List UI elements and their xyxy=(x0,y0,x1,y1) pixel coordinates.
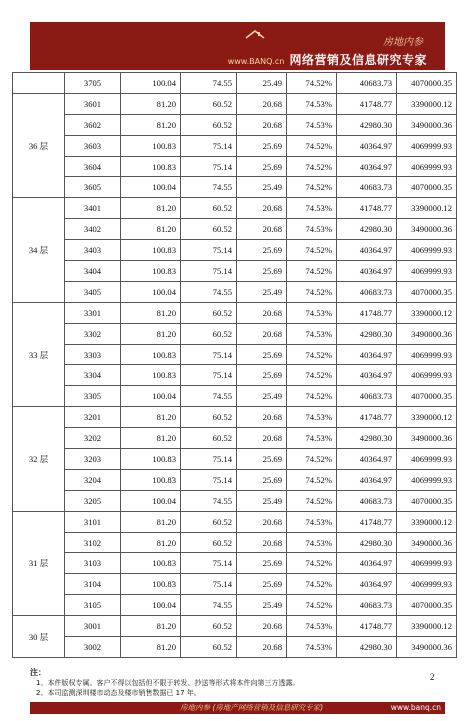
floor-cell: 34 层 xyxy=(13,198,65,302)
price-cell: 42980.30 xyxy=(337,114,397,135)
price-cell: 40364.97 xyxy=(337,574,397,595)
total-cell: 4069999.93 xyxy=(397,344,457,365)
price-cell: 40364.97 xyxy=(337,344,397,365)
share-cell: 20.68 xyxy=(237,302,287,323)
price-cell: 40683.73 xyxy=(337,177,397,198)
share-cell: 25.69 xyxy=(237,240,287,261)
area-cell: 100.83 xyxy=(121,261,181,282)
inner-cell: 60.52 xyxy=(181,407,237,428)
share-cell: 20.68 xyxy=(237,323,287,344)
price-cell: 40364.97 xyxy=(337,240,397,261)
table-row xyxy=(13,114,457,135)
total-cell: 3390000.12 xyxy=(397,616,457,637)
table-row xyxy=(13,261,457,282)
floor-cell: 32 层 xyxy=(13,407,65,511)
ratio-cell: 74.52% xyxy=(287,344,337,365)
ratio-cell: 74.53% xyxy=(287,93,337,114)
table-row xyxy=(13,490,457,511)
total-cell: 4070000.35 xyxy=(397,281,457,302)
price-cell: 40364.97 xyxy=(337,156,397,177)
unit-cell: 3105 xyxy=(65,595,121,616)
inner-cell: 74.55 xyxy=(181,386,237,407)
area-cell: 100.04 xyxy=(121,281,181,302)
ratio-cell: 74.52% xyxy=(287,73,337,94)
table-row xyxy=(13,240,457,261)
price-cell: 41748.77 xyxy=(337,616,397,637)
area-cell: 81.20 xyxy=(121,198,181,219)
ratio-cell: 74.53% xyxy=(287,323,337,344)
total-cell: 4070000.35 xyxy=(397,386,457,407)
share-cell: 25.49 xyxy=(237,490,287,511)
inner-cell: 60.52 xyxy=(181,93,237,114)
unit-cell: 3302 xyxy=(65,323,121,344)
ratio-cell: 74.52% xyxy=(287,281,337,302)
inner-cell: 75.14 xyxy=(181,240,237,261)
total-cell: 4070000.35 xyxy=(397,490,457,511)
table-row xyxy=(13,135,457,156)
unit-cell: 3403 xyxy=(65,240,121,261)
share-cell: 25.69 xyxy=(237,156,287,177)
inner-cell: 74.55 xyxy=(181,281,237,302)
price-cell: 42980.30 xyxy=(337,428,397,449)
price-cell: 41748.77 xyxy=(337,407,397,428)
table-row xyxy=(13,532,457,553)
area-cell: 100.83 xyxy=(121,574,181,595)
inner-cell: 75.14 xyxy=(181,261,237,282)
ratio-cell: 74.52% xyxy=(287,240,337,261)
area-cell: 100.04 xyxy=(121,73,181,94)
unit-cell: 3402 xyxy=(65,219,121,240)
ratio-cell: 74.52% xyxy=(287,469,337,490)
area-cell: 100.83 xyxy=(121,240,181,261)
share-cell: 25.49 xyxy=(237,281,287,302)
share-cell: 25.49 xyxy=(237,386,287,407)
price-cell: 42980.30 xyxy=(337,637,397,658)
inner-cell: 75.14 xyxy=(181,135,237,156)
area-cell: 81.20 xyxy=(121,114,181,135)
area-cell: 100.83 xyxy=(121,469,181,490)
share-cell: 20.68 xyxy=(237,407,287,428)
inner-cell: 74.55 xyxy=(181,595,237,616)
inner-cell: 60.52 xyxy=(181,428,237,449)
price-cell: 41748.77 xyxy=(337,198,397,219)
table-row xyxy=(13,93,457,114)
notes-title: 注： xyxy=(30,668,46,677)
total-cell: 4070000.35 xyxy=(397,177,457,198)
share-cell: 20.68 xyxy=(237,428,287,449)
footer-notes xyxy=(30,667,445,701)
total-cell: 3490000.36 xyxy=(397,637,457,658)
table-row xyxy=(13,156,457,177)
share-cell: 25.49 xyxy=(237,177,287,198)
table-row xyxy=(13,386,457,407)
footer-bar xyxy=(30,702,445,714)
price-cell: 40364.97 xyxy=(337,135,397,156)
total-cell: 4069999.93 xyxy=(397,156,457,177)
area-cell: 100.83 xyxy=(121,365,181,386)
unit-cell: 3104 xyxy=(65,574,121,595)
total-cell: 4069999.93 xyxy=(397,240,457,261)
unit-cell: 3601 xyxy=(65,93,121,114)
unit-cell: 3603 xyxy=(65,135,121,156)
total-cell: 3490000.36 xyxy=(397,114,457,135)
ratio-cell: 74.52% xyxy=(287,574,337,595)
area-cell: 100.04 xyxy=(121,490,181,511)
table-row xyxy=(13,344,457,365)
inner-cell: 60.52 xyxy=(181,616,237,637)
unit-cell: 3301 xyxy=(65,302,121,323)
price-cell: 40364.97 xyxy=(337,449,397,470)
inner-cell: 60.52 xyxy=(181,302,237,323)
total-cell: 3390000.12 xyxy=(397,302,457,323)
area-cell: 100.04 xyxy=(121,595,181,616)
table-row xyxy=(13,302,457,323)
share-cell: 25.69 xyxy=(237,135,287,156)
table-row xyxy=(13,323,457,344)
ratio-cell: 74.52% xyxy=(287,365,337,386)
total-cell: 3490000.36 xyxy=(397,532,457,553)
table-row xyxy=(13,511,457,532)
inner-cell: 74.55 xyxy=(181,177,237,198)
ratio-cell: 74.52% xyxy=(287,156,337,177)
price-cell: 40683.73 xyxy=(337,490,397,511)
area-cell: 81.20 xyxy=(121,219,181,240)
inner-cell: 75.14 xyxy=(181,553,237,574)
area-cell: 81.20 xyxy=(121,616,181,637)
share-cell: 25.69 xyxy=(237,261,287,282)
inner-cell: 75.14 xyxy=(181,365,237,386)
unit-cell: 3304 xyxy=(65,365,121,386)
price-cell: 42980.30 xyxy=(337,323,397,344)
ratio-cell: 74.52% xyxy=(287,177,337,198)
share-cell: 20.68 xyxy=(237,616,287,637)
unit-cell: 3001 xyxy=(65,616,121,637)
floor-cell: 36 层 xyxy=(13,93,65,197)
ratio-cell: 74.53% xyxy=(287,219,337,240)
table-row xyxy=(13,219,457,240)
footer-brand: 房地内参 (房地产网络营销及信息研究专家) xyxy=(180,703,324,712)
table-row xyxy=(13,449,457,470)
area-cell: 100.83 xyxy=(121,135,181,156)
unit-cell: 3605 xyxy=(65,177,121,198)
area-cell: 100.04 xyxy=(121,177,181,198)
unit-cell: 3405 xyxy=(65,281,121,302)
share-cell: 20.68 xyxy=(237,532,287,553)
ratio-cell: 74.53% xyxy=(287,302,337,323)
price-cell: 40683.73 xyxy=(337,595,397,616)
floor-cell: 31 层 xyxy=(13,511,65,615)
total-cell: 3490000.36 xyxy=(397,219,457,240)
area-cell: 81.20 xyxy=(121,532,181,553)
unit-cell: 3404 xyxy=(65,261,121,282)
ratio-cell: 74.53% xyxy=(287,428,337,449)
share-cell: 25.69 xyxy=(237,449,287,470)
ratio-cell: 74.52% xyxy=(287,261,337,282)
inner-cell: 75.14 xyxy=(181,344,237,365)
table-row xyxy=(13,407,457,428)
note-line-1: 1、本件版权专属。客户不得以包括但不限于转发、抄送等形式将本件向第三方透露。 xyxy=(36,679,300,687)
brand-title: 网络营销及信息研究专家 xyxy=(289,53,427,67)
unit-cell: 3202 xyxy=(65,428,121,449)
area-cell: 81.20 xyxy=(121,407,181,428)
total-cell: 4069999.93 xyxy=(397,574,457,595)
area-cell: 100.83 xyxy=(121,449,181,470)
share-cell: 20.68 xyxy=(237,219,287,240)
unit-cell: 3604 xyxy=(65,156,121,177)
total-cell: 4069999.93 xyxy=(397,365,457,386)
ratio-cell: 74.53% xyxy=(287,511,337,532)
table-row xyxy=(13,469,457,490)
area-cell: 100.04 xyxy=(121,386,181,407)
total-cell: 4069999.93 xyxy=(397,135,457,156)
table-row xyxy=(13,73,457,94)
share-cell: 20.68 xyxy=(237,637,287,658)
inner-cell: 60.52 xyxy=(181,532,237,553)
area-cell: 100.83 xyxy=(121,156,181,177)
unit-cell: 3305 xyxy=(65,386,121,407)
price-cell: 41748.77 xyxy=(337,302,397,323)
ratio-cell: 74.52% xyxy=(287,386,337,407)
total-cell: 4069999.93 xyxy=(397,261,457,282)
brand-logo xyxy=(228,30,427,68)
floor-cell: 30 层 xyxy=(13,616,65,658)
inner-cell: 60.52 xyxy=(181,511,237,532)
table-row xyxy=(13,553,457,574)
unit-cell: 3602 xyxy=(65,114,121,135)
unit-cell: 3201 xyxy=(65,407,121,428)
share-cell: 25.69 xyxy=(237,365,287,386)
ratio-cell: 74.52% xyxy=(287,490,337,511)
header-banner xyxy=(30,22,445,70)
total-cell: 4070000.35 xyxy=(397,73,457,94)
price-cell: 40364.97 xyxy=(337,261,397,282)
inner-cell: 75.14 xyxy=(181,469,237,490)
ratio-cell: 74.52% xyxy=(287,449,337,470)
unit-cell: 3002 xyxy=(65,637,121,658)
price-cell: 40683.73 xyxy=(337,386,397,407)
price-table xyxy=(12,72,457,658)
total-cell: 3390000.12 xyxy=(397,93,457,114)
area-cell: 81.20 xyxy=(121,302,181,323)
floor-cell: 33 层 xyxy=(13,302,65,406)
ratio-cell: 74.53% xyxy=(287,198,337,219)
table-row xyxy=(13,198,457,219)
ratio-cell: 74.53% xyxy=(287,114,337,135)
area-cell: 100.83 xyxy=(121,344,181,365)
table-row xyxy=(13,574,457,595)
ratio-cell: 74.53% xyxy=(287,637,337,658)
price-cell: 42980.30 xyxy=(337,532,397,553)
total-cell: 4069999.93 xyxy=(397,449,457,470)
inner-cell: 60.52 xyxy=(181,323,237,344)
area-cell: 81.20 xyxy=(121,637,181,658)
table-row xyxy=(13,595,457,616)
area-cell: 100.83 xyxy=(121,553,181,574)
ratio-cell: 74.53% xyxy=(287,616,337,637)
ratio-cell: 74.52% xyxy=(287,553,337,574)
share-cell: 25.69 xyxy=(237,344,287,365)
floor-cell xyxy=(13,73,65,94)
brand-url: www.BANQ.cn xyxy=(227,57,285,66)
unit-cell: 3401 xyxy=(65,198,121,219)
inner-cell: 60.52 xyxy=(181,198,237,219)
total-cell: 4069999.93 xyxy=(397,553,457,574)
inner-cell: 74.55 xyxy=(181,73,237,94)
share-cell: 20.68 xyxy=(237,511,287,532)
price-cell: 40683.73 xyxy=(337,281,397,302)
price-cell: 40683.73 xyxy=(337,73,397,94)
unit-cell: 3102 xyxy=(65,532,121,553)
area-cell: 81.20 xyxy=(121,511,181,532)
price-cell: 40364.97 xyxy=(337,365,397,386)
unit-cell: 3705 xyxy=(65,73,121,94)
table-row xyxy=(13,281,457,302)
inner-cell: 75.14 xyxy=(181,156,237,177)
share-cell: 20.68 xyxy=(237,93,287,114)
price-cell: 41748.77 xyxy=(337,511,397,532)
area-cell: 81.20 xyxy=(121,93,181,114)
unit-cell: 3103 xyxy=(65,553,121,574)
share-cell: 25.49 xyxy=(237,595,287,616)
inner-cell: 75.14 xyxy=(181,574,237,595)
share-cell: 25.69 xyxy=(237,574,287,595)
table-row xyxy=(13,365,457,386)
inner-cell: 60.52 xyxy=(181,219,237,240)
total-cell: 3390000.12 xyxy=(397,511,457,532)
total-cell: 4069999.93 xyxy=(397,469,457,490)
total-cell: 3390000.12 xyxy=(397,407,457,428)
unit-cell: 3303 xyxy=(65,344,121,365)
ratio-cell: 74.52% xyxy=(287,135,337,156)
inner-cell: 75.14 xyxy=(181,449,237,470)
ratio-cell: 74.53% xyxy=(287,532,337,553)
ratio-cell: 74.53% xyxy=(287,407,337,428)
area-cell: 81.20 xyxy=(121,323,181,344)
inner-cell: 74.55 xyxy=(181,490,237,511)
inner-cell: 60.52 xyxy=(181,637,237,658)
footer-url: www.banq.cn xyxy=(390,703,441,712)
note-line-2: 2、本司监测深圳楼市动态及楼市销售数据已 17 年。 xyxy=(36,689,201,697)
table-row xyxy=(13,177,457,198)
table-row xyxy=(13,616,457,637)
total-cell: 4070000.35 xyxy=(397,595,457,616)
ratio-cell: 74.52% xyxy=(287,595,337,616)
area-cell: 81.20 xyxy=(121,428,181,449)
price-cell: 42980.30 xyxy=(337,219,397,240)
brand-name: 房地内参 xyxy=(383,37,423,48)
table-row xyxy=(13,637,457,658)
page-number: 2 xyxy=(430,672,435,682)
share-cell: 25.69 xyxy=(237,469,287,490)
total-cell: 3490000.36 xyxy=(397,428,457,449)
total-cell: 3490000.36 xyxy=(397,323,457,344)
total-cell: 3390000.12 xyxy=(397,198,457,219)
price-cell: 40364.97 xyxy=(337,469,397,490)
price-cell: 40364.97 xyxy=(337,553,397,574)
unit-cell: 3203 xyxy=(65,449,121,470)
share-cell: 25.69 xyxy=(237,553,287,574)
unit-cell: 3101 xyxy=(65,511,121,532)
share-cell: 25.49 xyxy=(237,73,287,94)
table-body xyxy=(13,73,457,658)
unit-cell: 3205 xyxy=(65,490,121,511)
share-cell: 20.68 xyxy=(237,114,287,135)
share-cell: 20.68 xyxy=(237,198,287,219)
price-cell: 41748.77 xyxy=(337,93,397,114)
unit-cell: 3204 xyxy=(65,469,121,490)
inner-cell: 60.52 xyxy=(181,114,237,135)
table-row xyxy=(13,428,457,449)
